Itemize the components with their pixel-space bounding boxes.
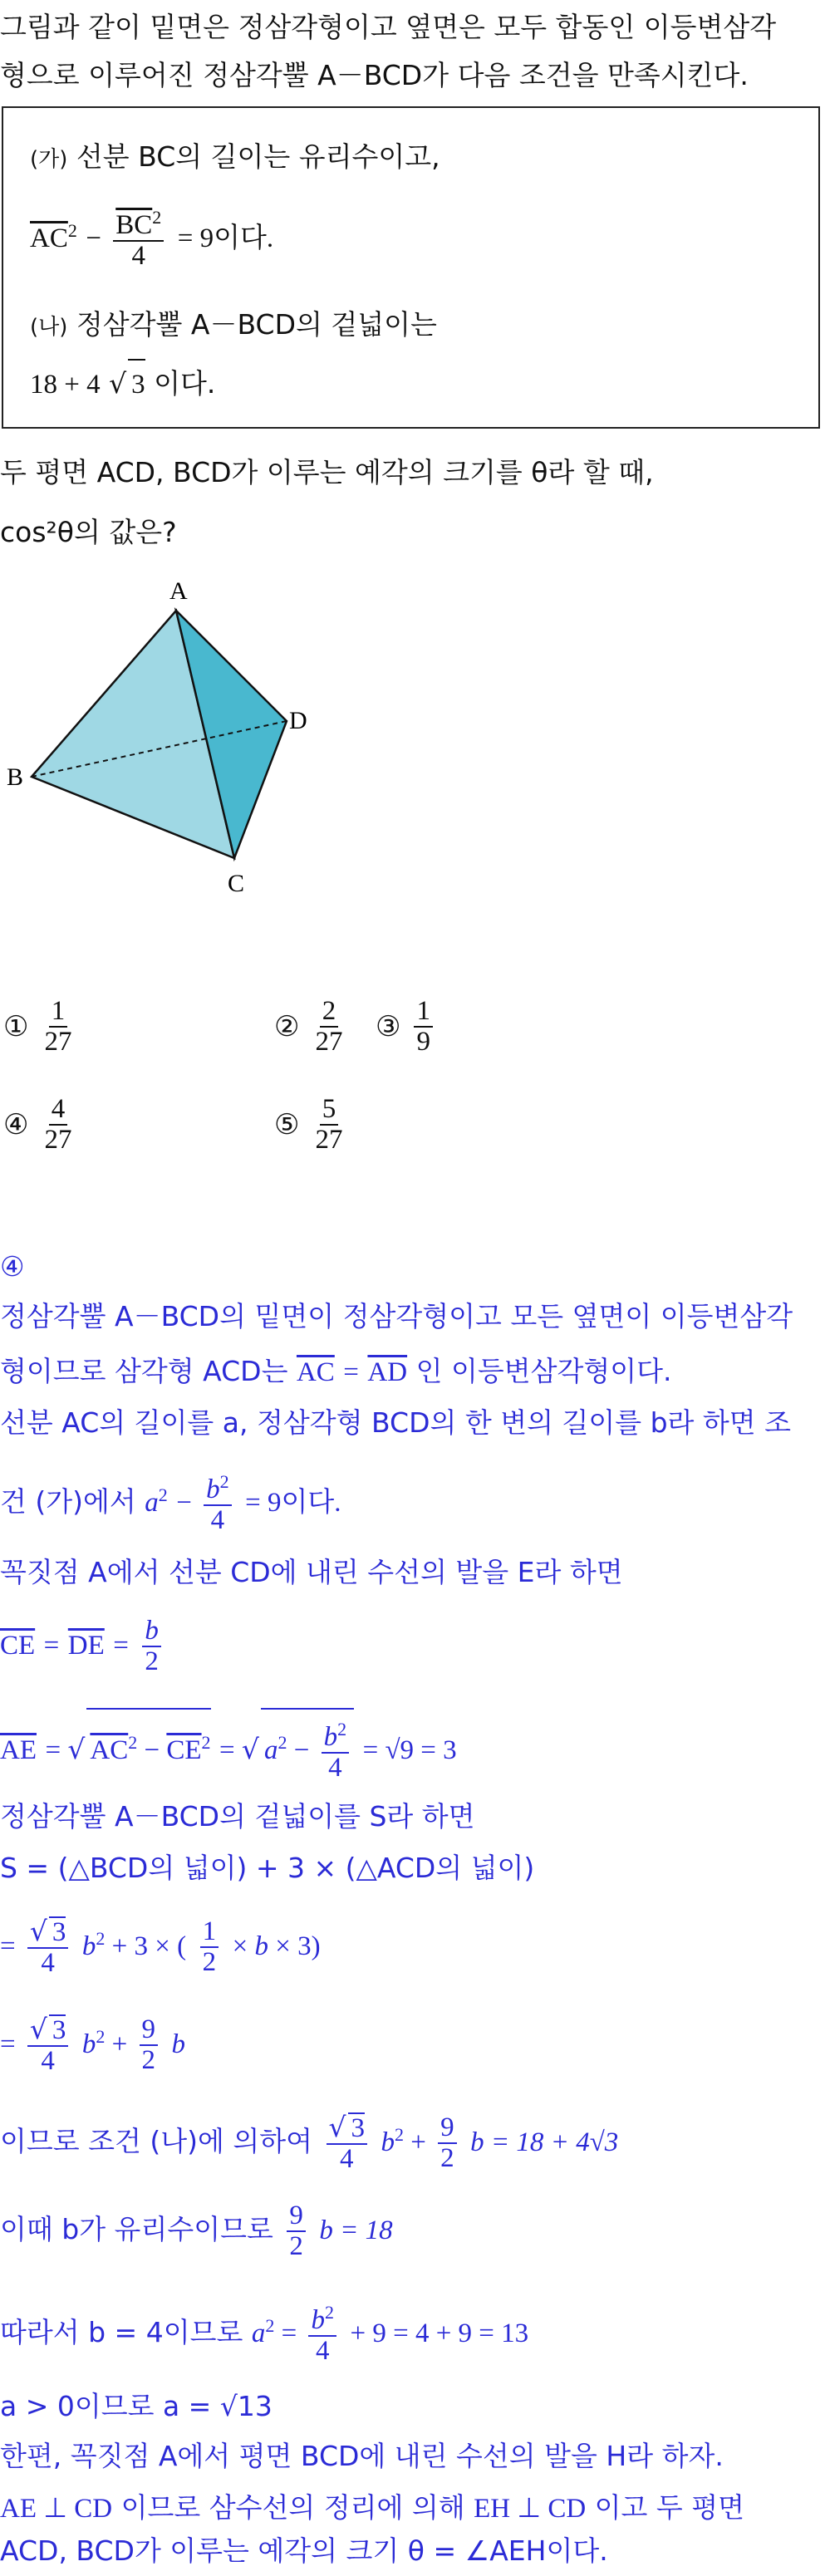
vertex-label-d: D (289, 707, 307, 734)
solution-line-12-tail: b = 18 + 4√3 (470, 2127, 619, 2157)
solution-line-12: 이므로 조건 (나)에 의하여 $\frac{√ 3}{4}$ $b^2$ + $\frac{9}{2}$ b = 18 + 4√3 (0, 2110, 619, 2174)
solution-line-2-eq: = (343, 1357, 359, 1387)
solution-line-5: 꼭짓점 A에서 선분 CD에 내린 수선의 발을 E라 하면 (0, 1556, 623, 1588)
solution-line-14a: 따라서 b = 4이므로 (0, 2316, 243, 2348)
choice-5-den: 27 (315, 1124, 343, 1155)
condition-na-formula-tail: 이다. (154, 367, 216, 400)
solution-line-18: ACD, BCD가 이루는 예각의 크기 θ = ∠AEH이다. (0, 2534, 608, 2567)
choice-5-mark: ⑤ (274, 1107, 300, 1141)
condition-na (30, 301, 825, 351)
condition-ga-formula: $\overline{AC}^2$ − $\frac{\overline{BC}^2}{4}$ = 9이다. (30, 206, 274, 271)
solution-answer: ④ (0, 1250, 25, 1283)
solution-ac-overline: $\overline{AC}$ (296, 1357, 335, 1387)
solution-eh-perp-cd: EH ⊥ CD (474, 2494, 587, 2524)
problem-intro-line2: 형으로 이루어진 정삼각뿔 A－BCD가 다음 조건을 만족시킨다. (0, 59, 749, 91)
solution-line-1: 정삼각뿔 A－BCD의 밑면이 정삼각형이고 모든 옆면이 이등변삼각 (0, 1300, 793, 1332)
question-line2: cos²θ의 값은? (0, 516, 177, 548)
choice-5-num: 5 (320, 1095, 339, 1126)
vertex-label-b: B (7, 763, 24, 791)
solution-line-6-eq1: = (43, 1631, 60, 1661)
tetrahedron-figure (0, 569, 349, 910)
solution-line-13a: 이때 b가 유리수이므로 (0, 2213, 273, 2245)
solution-line-3: 선분 AC의 길이를 a, 정삼각형 BCD의 한 변의 길이를 b라 하면 조 (0, 1406, 792, 1439)
solution-line-7: $\overline{AE}$ = √ $AC^2 - \overline{CE}^2$ = √ $a^2$ − $\frac{b^2}{4}$ = √9 = 3 (0, 1708, 825, 1784)
choice-3[interactable] (376, 997, 438, 1056)
vertex-label-c: C (228, 870, 245, 897)
condition-na-formula-head: 18 + 4 (30, 370, 101, 400)
solution-line-14: 따라서 b = 4이므로 $a^2$ = $\frac{b^2}{4}$ + 9 = 4 + 9 = 13 (0, 2301, 529, 2366)
choice-5[interactable] (274, 1095, 350, 1154)
solution-ae-perp-cd: AE ⊥ CD (0, 2494, 113, 2524)
choice-3-mark: ③ (376, 1009, 401, 1043)
solution-line-17d: 이고 두 평면 (594, 2491, 745, 2524)
solution-line-8: 정삼각뿔 A－BCD의 겉넓이를 S라 하면 (0, 1800, 475, 1833)
solution-line-4: 건 (가)에서 $a^2$ − $\frac{b^2}{4}$ = 9이다. (0, 1470, 341, 1535)
problem-intro-line1: 그림과 같이 밑면은 정삼각형이고 옆면은 모두 합동인 이등변삼각 (0, 11, 777, 43)
choice-4-den: 27 (44, 1124, 72, 1155)
solution-ad-overline: $\overline{AD}$ (367, 1357, 408, 1387)
solution-line-12a: 이므로 조건 (나)에 의하여 (0, 2125, 312, 2157)
condition-ga-formula-tail: = 9이다. (177, 223, 274, 253)
condition-na-formula: 18 + 4 √ 3 이다. (30, 359, 825, 409)
solution-line-2e: 인 이등변삼각형이다. (415, 1355, 672, 1387)
choice-1-den: 27 (44, 1026, 72, 1057)
solution-line-13-tail: b = 18 (319, 2215, 393, 2245)
choice-3-num: 1 (414, 997, 433, 1028)
solution-line-2a: 형이므로 삼각형 ACD는 (0, 1355, 288, 1387)
condition-ga-text: 선분 BC의 길이는 유리수이고, (76, 140, 440, 173)
solution-line-16: 한편, 꼭짓점 A에서 평면 BCD에 내린 수선의 발을 H라 하자. (0, 2440, 724, 2472)
choice-4[interactable] (3, 1095, 79, 1154)
choice-1-mark: ① (3, 1009, 29, 1043)
condition-na-text: 정삼각뿔 A－BCD의 겉넓이는 (76, 308, 437, 341)
solution-line-15: a > 0이므로 a = √13 (0, 2390, 273, 2422)
solution-line-4-tail: = 9이다. (245, 1488, 341, 1518)
solution-line-11: = $\frac{√ 3}{4}$ $b^2$ + $\frac{9}{2}$ b (0, 2012, 186, 2076)
solution-line-6-eq2: = (113, 1631, 129, 1661)
solution-de-overline: $\overline{DE}$ (67, 1631, 105, 1661)
choice-4-mark: ④ (3, 1107, 29, 1141)
solution-line-13: 이때 b가 유리수이므로 $\frac{9}{2}$ b = 18 (0, 2200, 393, 2261)
condition-ga (30, 133, 825, 184)
choice-2[interactable] (274, 997, 350, 1056)
solution-line-9: S = (△BCD의 넓이) + 3 × (△ACD의 넓이) (0, 1852, 535, 1884)
solution-line-17 (0, 2484, 825, 2533)
solution-line-6: $\overline{CE} = \overline{DE}$ = $\frac{b}{2}$ (0, 1612, 825, 1679)
solution-line-14-tail: + 9 = 4 + 9 = 13 (350, 2318, 529, 2348)
vertex-label-a: A (169, 577, 188, 605)
choice-1[interactable] (3, 997, 79, 1056)
solution-line-2 (0, 1347, 825, 1396)
condition-ga-label: (가) (30, 147, 68, 172)
choice-4-num: 4 (49, 1095, 68, 1126)
solution-line-17b: 이므로 삼수선의 정리에 의해 (120, 2491, 465, 2524)
condition-na-label: (나) (30, 315, 68, 340)
choice-2-num: 2 (320, 997, 339, 1028)
solution-ae-overline: $\overline{AE}$ (0, 1735, 37, 1765)
solution-line-7-tail: = √9 = 3 (362, 1735, 457, 1765)
solution-line-4a: 건 (가)에서 (0, 1485, 136, 1518)
choice-2-den: 27 (315, 1026, 343, 1057)
condition-na-radicand: 3 (128, 359, 145, 409)
choice-1-num: 1 (49, 997, 68, 1028)
solution-ce-overline: $\overline{CE}$ (0, 1631, 36, 1661)
choice-2-mark: ② (274, 1009, 300, 1043)
choice-3-den: 9 (416, 1026, 430, 1057)
solution-line-10: = $\frac{√ 3}{4}$ $b^2 + 3$ × ( $\frac{1}{2}$ × b × 3) (0, 1914, 321, 1978)
question-line1: 두 평면 ACD, BCD가 이루는 예각의 크기를 θ라 할 때, (0, 456, 654, 488)
